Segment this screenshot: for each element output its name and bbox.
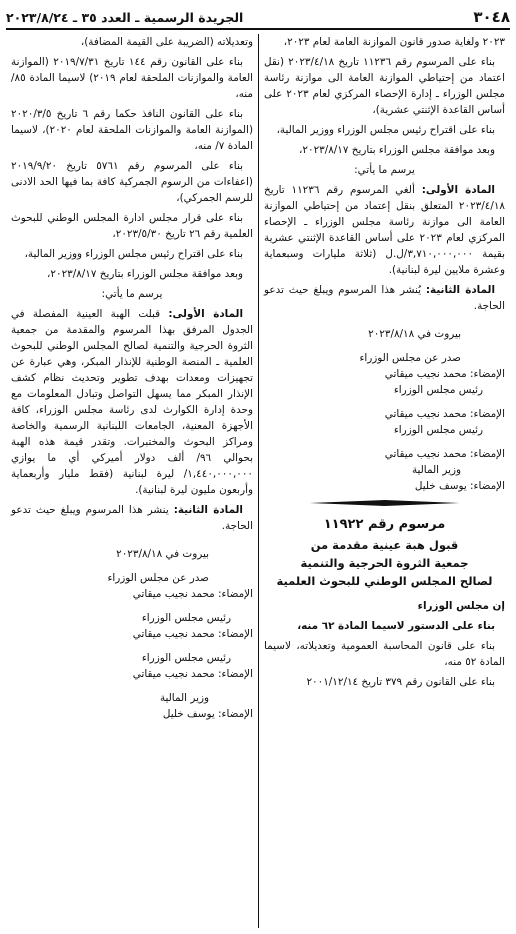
signature-line: صدر عن مجلس الوزراء [359, 352, 461, 364]
signature-line: الإمضاء: يوسف خليل [414, 480, 505, 492]
paragraph: بناء على قرار مجلس ادارة المجلس الوطني للبحوث العلمية رقم ٢٦ تاريخ ٢٠٢٣/٥/٣٠، [11, 212, 253, 240]
article-2 [11, 502, 253, 534]
article-text: ينشر هذا المرسوم ويبلغ حيث تدعو الحاجة. [11, 504, 253, 532]
signature-line: وزير المالية [411, 464, 461, 476]
paragraph: بناء على القانون رقم ٣٧٩ تاريخ ٢٠٠١/١٢/١٤ [306, 676, 495, 688]
page-header [6, 6, 510, 30]
article-1 [11, 306, 253, 498]
paragraph: وبعد موافقة مجلس الوزراء بتاريخ ٢٠٢٣/٨/١٧، [47, 268, 243, 280]
decree-subtitle: قبول هبة عينية مقدمة من [310, 538, 459, 552]
paragraph: بناء على المرسوم رقم ٥٧٦١ تاريخ ٢٠١٩/٩/٢٠ (اعفاءات من الرسوم الجمركية كافة بما فيها الحد الادنى للرسم الجمركي)، [11, 160, 253, 204]
article-label: المادة الثانية: [425, 284, 496, 296]
paragraph: ٢٠٢٣ ولغاية صدور قانون الموازنة العامة لعام ٢٠٢٣، [283, 36, 505, 48]
signature-line: الإمضاء: محمد نجيب ميقاتي [132, 668, 253, 680]
paragraph: إن مجلس الوزراء [417, 600, 505, 612]
paragraph: بناء على المرسوم رقم ١١٢٣٦ تاريخ ٢٠٢٣/٤/١٨ (نقل اعتماد من إحتياطي الموازنة العامة الى موازنة رئاسة مجلس الوزراء ـ إدارة الإحصاء المركزي لعام ٢٠٢٣ على أساس القاعدة الإثنتي عشرية)، [264, 56, 505, 116]
paragraph: بناء على اقتراح رئيس مجلس الوزراء ووزير المالية، [24, 248, 243, 260]
article-label: المادة الثانية: [173, 504, 243, 516]
article-text: يُنشر هذا المرسوم ويبلغ حيث تدعو الحاجة. [264, 284, 505, 312]
paragraph: وبعد موافقة مجلس الوزراء بتاريخ ٢٠٢٣/٨/١٧، [299, 144, 495, 156]
signature-line: رئيس مجلس الوزراء [393, 384, 483, 396]
paragraph: بناء على قانون المحاسبة العمومية وتعديلاته، لاسيما المادة ٥٢ منه، [264, 640, 505, 668]
article-label: المادة الأولى: [168, 308, 244, 320]
signature-line: صدر عن مجلس الوزراء [107, 572, 209, 584]
signature-line: الإمضاء: محمد نجيب ميقاتي [384, 448, 505, 460]
signature-line: الإمضاء: محمد نجيب ميقاتي [132, 588, 253, 600]
paragraph: بناء على القانون النافذ حكما رقم ٦ تاريخ ٢٠٢٠/٣/٥ (الموازنة العامة والموازنات الملحقة لعام ٢٠٢٠)، لاسيما المادة ٧/ منه، [11, 108, 253, 152]
article-label: المادة الأولى: [421, 184, 495, 196]
signing-date: بيروت في ٢٠٢٣/٨/١٨ [368, 328, 461, 340]
paragraph: وتعديلاته (الضريبة على القيمة المضافة)، [80, 36, 253, 48]
paragraph: بناء على اقتراح رئيس مجلس الوزراء ووزير المالية، [276, 124, 495, 136]
section-separator [264, 500, 505, 506]
decree-subtitle: جمعية الثروة الحرجية والتنمية [300, 556, 469, 570]
signature-line: الإمضاء: محمد نجيب ميقاتي [384, 368, 505, 380]
gazette-title: الجريدة الرسمية ـ العدد ٣٥ ـ ٢٠٢٣/٨/٢٤ [6, 9, 244, 25]
signature-line: رئيس مجلس الوزراء [393, 424, 483, 436]
page-number: ٣٠٤٨ [473, 8, 510, 26]
signature-line: الإمضاء: يوسف خليل [162, 708, 253, 720]
signature-line: الإمضاء: محمد نجيب ميقاتي [384, 408, 505, 420]
page-columns [6, 34, 510, 928]
signature-line: الإمضاء: محمد نجيب ميقاتي [132, 628, 253, 640]
article-2 [264, 282, 505, 314]
signature-line: رئيس مجلس الوزراء [141, 612, 231, 624]
paragraph: يرسم ما يأتي: [101, 288, 163, 300]
paragraph: بناء على الدستور لاسيما المادة ٦٢ منه، [297, 620, 495, 632]
signature-line: رئيس مجلس الوزراء [141, 652, 231, 664]
article-text: قبلت الهبة العينية المفصلة في الجدول المرفق بهذا المرسوم والمقدمة من جمعية الثروة الحرجية والتنمية لصالح المجلس الوطني للبحوث العلمية ـ المنصة الوطنية للإنذار المبكر، وهي عبارة عن تجهيزات ومعدات بهدف تطوير وتحديث نظام كشف الإنذار المبكر مما يسهل التواصل وتبادل المعلومات مع وحدة إدارة الكوارث لدى رئاسة مجلس الوزراء، كافة الأجهزة المعنية، الجامعات اللبنانية الرسمية والخاصة ومراكز البحوث والمختبرات. وتقدر قيمة هذه الهبة بحوالي ٩٦/ ألف دولار أميركي أي ما يوازي ١,٤٤٠,٠٠٠,٠٠٠/ ليرة لبنانية (فقط مليار وأربعماية وأربعون مليون ليرة لبنانية). [11, 308, 254, 496]
decree-subtitle: لصالح المجلس الوطني للبحوث العلمية [276, 574, 493, 588]
paragraph: يرسم ما يأتي: [354, 164, 415, 176]
right-column [258, 34, 510, 928]
article-1 [264, 182, 505, 278]
left-column [6, 34, 258, 928]
decree-number: مرسوم رقم ١١٩٢٢ [323, 517, 446, 532]
signing-date: بيروت في ٢٠٢٣/٨/١٨ [116, 548, 209, 560]
article-text: ألغي المرسوم رقم ١١٢٣٦ تاريخ ٢٠٢٣/٤/١٨ المتعلق بنقل إعتماد من إحتياطي الموازنة العامة الى موازنة رئاسة مجلس الوزراء ـ الإحصاء المركزي لعام ٢٠٢٣ على أساس القاعدة الإثنتي عشرية بقيمة ٣,٧١٠,٠٠٠,٠٠٠/ل.ل (ثلاثة مليارات وسبعماية وعشرة ملايين ليرة لبنانية). [264, 184, 505, 276]
signature-line: وزير المالية [159, 692, 209, 704]
paragraph: بناء على القانون رقم ١٤٤ تاريخ ٢٠١٩/٧/٣١ (الموازنة العامة والموازنات الملحقة لعام ٢٠١٩) لاسيما المادة ٨٥/ منه، [11, 56, 253, 100]
